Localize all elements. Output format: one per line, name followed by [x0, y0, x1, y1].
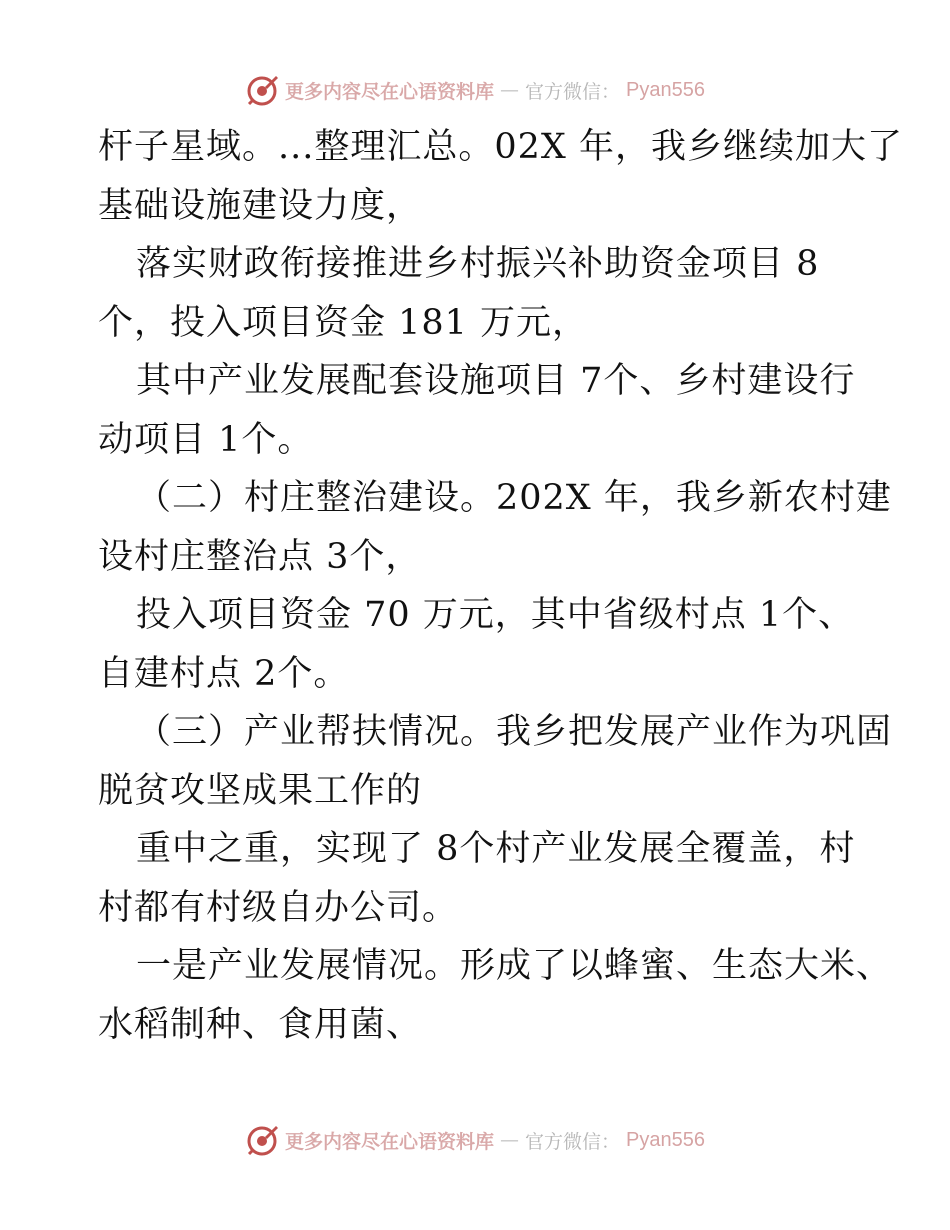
text-line: 自建村点 2个。	[98, 653, 350, 694]
header-watermark	[0, 70, 950, 110]
watermark-wechat-id: Pyan556	[626, 1128, 705, 1151]
watermark-wechat-label: 官方微信：	[525, 1130, 621, 1153]
text-line: 个，投入项目资金 181 万元，	[98, 302, 589, 343]
text-line: （二）村庄整治建设。202X 年，我乡新农村建	[136, 478, 892, 518]
text-line: 落实财政衔接推进乡村振兴补助资金项目 8	[136, 244, 820, 284]
watermark-separator: —	[500, 79, 520, 101]
text-line: 水稻制种、食用菌、	[98, 1004, 423, 1045]
text-line: 设村庄整治点 3个，	[98, 536, 422, 577]
text-line: 脱贫攻坚成果工作的	[98, 770, 423, 811]
text-line: 基础设施建设力度，	[98, 185, 423, 226]
text-line: 杆子星域。...整理汇总。02X 年，我乡继续加大了	[98, 127, 903, 167]
text-line: 投入项目资金 70 万元，其中省级村点 1个、	[136, 595, 855, 635]
brand-logo-icon	[245, 1123, 279, 1157]
watermark-brand-text: 更多内容尽在心语资料库	[285, 80, 495, 103]
watermark-wechat-id: Pyan556	[626, 78, 705, 101]
footer-watermark	[0, 1120, 950, 1160]
text-line: （三）产业帮扶情况。我乡把发展产业作为巩固	[136, 712, 893, 752]
watermark-separator: —	[500, 1129, 520, 1151]
watermark-brand-text: 更多内容尽在心语资料库	[285, 1130, 495, 1153]
document-body	[98, 118, 903, 1054]
text-line: 动项目 1个。	[98, 419, 314, 460]
text-line: 其中产业发展配套设施项目 7个、乡村建设行	[136, 361, 856, 401]
text-line: 村都有村级自办公司。	[98, 887, 459, 928]
text-line: 一是产业发展情况。形成了以蜂蜜、生态大米、	[136, 946, 893, 986]
watermark-wechat-label: 官方微信：	[525, 80, 621, 103]
text-line: 重中之重，实现了 8个村产业发展全覆盖，村	[136, 829, 856, 869]
brand-logo-icon	[245, 73, 279, 107]
